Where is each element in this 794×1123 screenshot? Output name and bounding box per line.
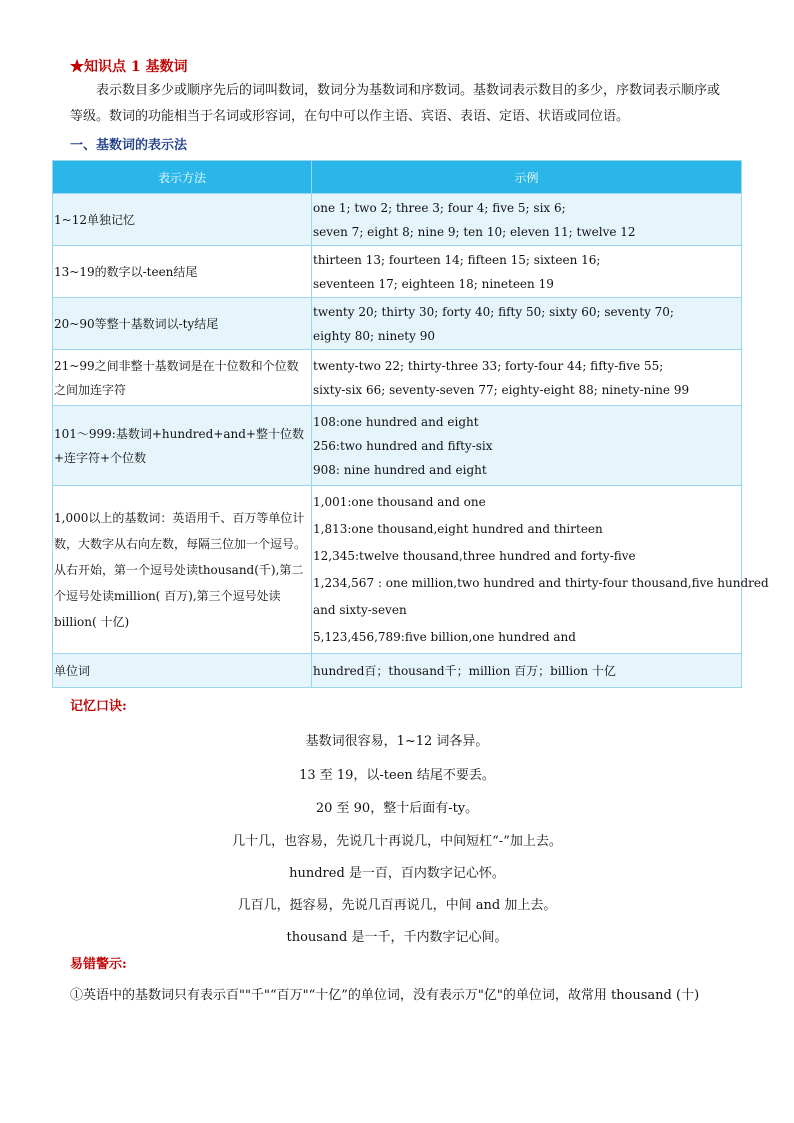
memo-line: thousand 是一千，千内数字记心间。 <box>286 930 508 945</box>
example-line: thirteen 13; fourteen 14; fifteen 15; sixteen 16; <box>313 252 601 267</box>
example-line: one 1; two 2; three 3; four 4; five 5; six 6; <box>313 200 566 215</box>
table-header-method: 表示方法 <box>53 161 312 194</box>
example-line: seven 7; eight 8; nine 9; ten 10; eleven 11; twelve 12 <box>313 224 636 239</box>
example-cell <box>312 194 742 246</box>
example-cell <box>312 486 769 654</box>
example-cell <box>312 654 742 688</box>
table-row <box>53 654 742 688</box>
example-line: 256:two hundred and fifty-six <box>313 438 493 453</box>
memo-line: 基数词很容易，1~12 词各异。 <box>305 734 489 749</box>
example-cell <box>312 350 742 406</box>
example-line: and sixty-seven <box>313 602 407 617</box>
example-line: 5,123,456,789:five billion,one hundred and <box>313 629 576 644</box>
table-row <box>53 350 742 406</box>
method-cell: 1~12单独记忆 <box>53 194 312 246</box>
example-line: 908: nine hundred and eight <box>313 462 487 477</box>
method-cell: 20~90等整十基数词以-ty结尾 <box>53 298 312 350</box>
table-header-example: 示例 <box>312 161 742 194</box>
warning-title: 易错警示: <box>70 957 127 972</box>
star-icon: ★ <box>70 59 84 75</box>
table-row <box>53 298 742 350</box>
memo-line: 几十几，也容易，先说几十再说几，中间短杠“-”加上去。 <box>232 834 562 849</box>
example-line: seventeen 17; eighteen 18; nineteen 19 <box>313 276 554 291</box>
memo-line: 几百几，挺容易，先说几百再说几，中间 and 加上去。 <box>237 898 557 913</box>
example-cell <box>312 406 742 486</box>
method-cell: 单位词 <box>53 654 312 688</box>
memo-line: 13 至 19，以-teen 结尾不要丢。 <box>299 768 495 783</box>
example-line: eighty 80; ninety 90 <box>313 328 435 343</box>
example-cell <box>312 298 742 350</box>
example-cell <box>312 246 742 298</box>
example-line: 1,813:one thousand,eight hundred and thirteen <box>313 521 603 536</box>
table-row <box>53 406 742 486</box>
method-cell: 1,000以上的基数词：英语用千、百万等单位计数，大数字从右向左数，每隔三位加一个逗号。从右开始，第一个逗号处读thousand(千),第二个逗号处读million( 百万),第三个逗号处读billion( 十亿) <box>53 486 312 654</box>
example-line: twenty-two 22; thirty-three 33; forty-four 44; fifty-five 55; <box>313 358 664 373</box>
subheading: 一、基数词的表示法 <box>70 138 188 153</box>
table-row <box>53 486 742 654</box>
example-line: 1,001:one thousand and one <box>313 494 486 509</box>
example-line: 12,345:twelve thousand,three hundred and forty-five <box>313 548 636 563</box>
intro-paragraph: 表示数目多少或顺序先后的词叫数词，数词分为基数词和序数词。基数词表示数目的多少，序数词表示顺序或等级。数词的功能相当于名词或形容词，在句中可以作主语、宾语、表语、定语、状语或同位语。 <box>70 83 721 124</box>
example-line: hundred百；thousand千；million 百万；billion 十亿 <box>313 663 616 678</box>
table-row <box>53 246 742 298</box>
table-row <box>53 194 742 246</box>
example-line: 1,234,567 : one million,two hundred and thirty-four thousand,five hundred <box>313 575 769 590</box>
memo-line: hundred 是一百，百内数字记心怀。 <box>289 866 505 881</box>
method-cell: 21~99之间非整十基数词是在十位数和个位数之间加连字符 <box>53 350 312 406</box>
cardinal-table <box>52 160 769 688</box>
method-cell: 13~19的数字以-teen结尾 <box>53 246 312 298</box>
example-line: 108:one hundred and eight <box>313 414 479 429</box>
memo-title: 记忆口诀: <box>70 699 127 714</box>
warning-line: ①英语中的基数词只有表示百""千"“百万"“十亿”的单位词，没有表示万"亿"的单位词，故常用 thousand (十) <box>70 988 700 1003</box>
method-cell: 101～999:基数词+hundred+and+整十位数+连字符+个位数 <box>53 406 312 486</box>
section-title-text: 知识点 1 基数词 <box>84 59 188 75</box>
section-title <box>70 56 188 76</box>
table-header-row <box>53 161 742 194</box>
example-line: twenty 20; thirty 30; forty 40; fifty 50; sixty 60; seventy 70; <box>313 304 674 319</box>
memo-line: 20 至 90，整十后面有-ty。 <box>315 801 479 816</box>
example-line: sixty-six 66; seventy-seven 77; eighty-eight 88; ninety-nine 99 <box>313 382 690 397</box>
